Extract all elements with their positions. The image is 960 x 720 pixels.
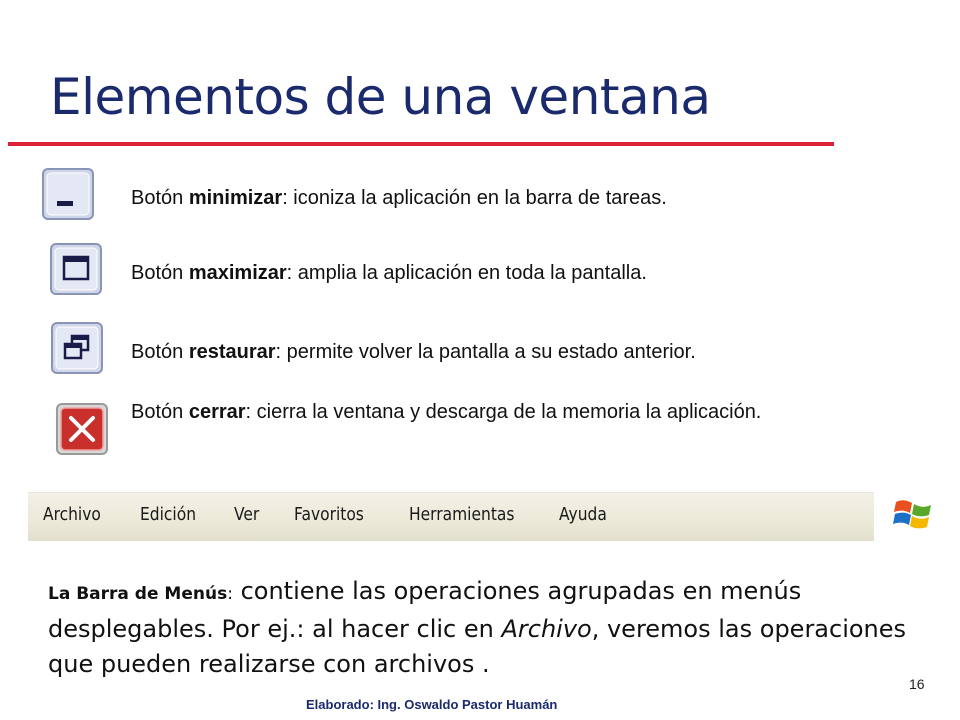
slide-title: Elementos de una ventana	[50, 68, 711, 126]
menu-bar	[28, 492, 874, 541]
restore-icon	[51, 322, 103, 374]
footer-credit: Elaborado: Ing. Oswaldo Pastor Huamán	[306, 697, 558, 712]
maximize-description: Botón maximizar: amplia la aplicación en toda la pantalla.	[131, 262, 647, 284]
menu-item-favoritos[interactable]: Favoritos	[294, 504, 364, 525]
title-underline	[8, 142, 834, 146]
restore-description: Botón restaurar: permite volver la pantalla a su estado anterior.	[131, 341, 696, 363]
maximize-icon	[50, 243, 102, 295]
windows-logo-icon	[893, 494, 935, 536]
close-icon	[56, 403, 108, 455]
page-number: 16	[909, 676, 925, 692]
menu-item-archivo[interactable]: Archivo	[43, 504, 101, 525]
menu-item-ayuda[interactable]: Ayuda	[559, 504, 607, 525]
menu-item-ver[interactable]: Ver	[234, 504, 260, 525]
menu-item-edicion[interactable]: Edición	[140, 504, 197, 525]
menu-bar-description: La Barra de Menús: contiene las operaciones agrupadas en menús desplegables. Por ej.: al hacer clic en Archivo, veremos las operaciones que pueden realizarse con archivos .	[48, 577, 907, 678]
minimize-icon	[42, 168, 94, 220]
close-description: Botón cerrar: cierra la ventana y descarga de la memoria la aplicación.	[131, 401, 762, 423]
menu-item-herramientas[interactable]: Herramientas	[409, 504, 515, 525]
minimize-description: Botón minimizar: iconiza la aplicación en la barra de tareas.	[131, 187, 667, 209]
